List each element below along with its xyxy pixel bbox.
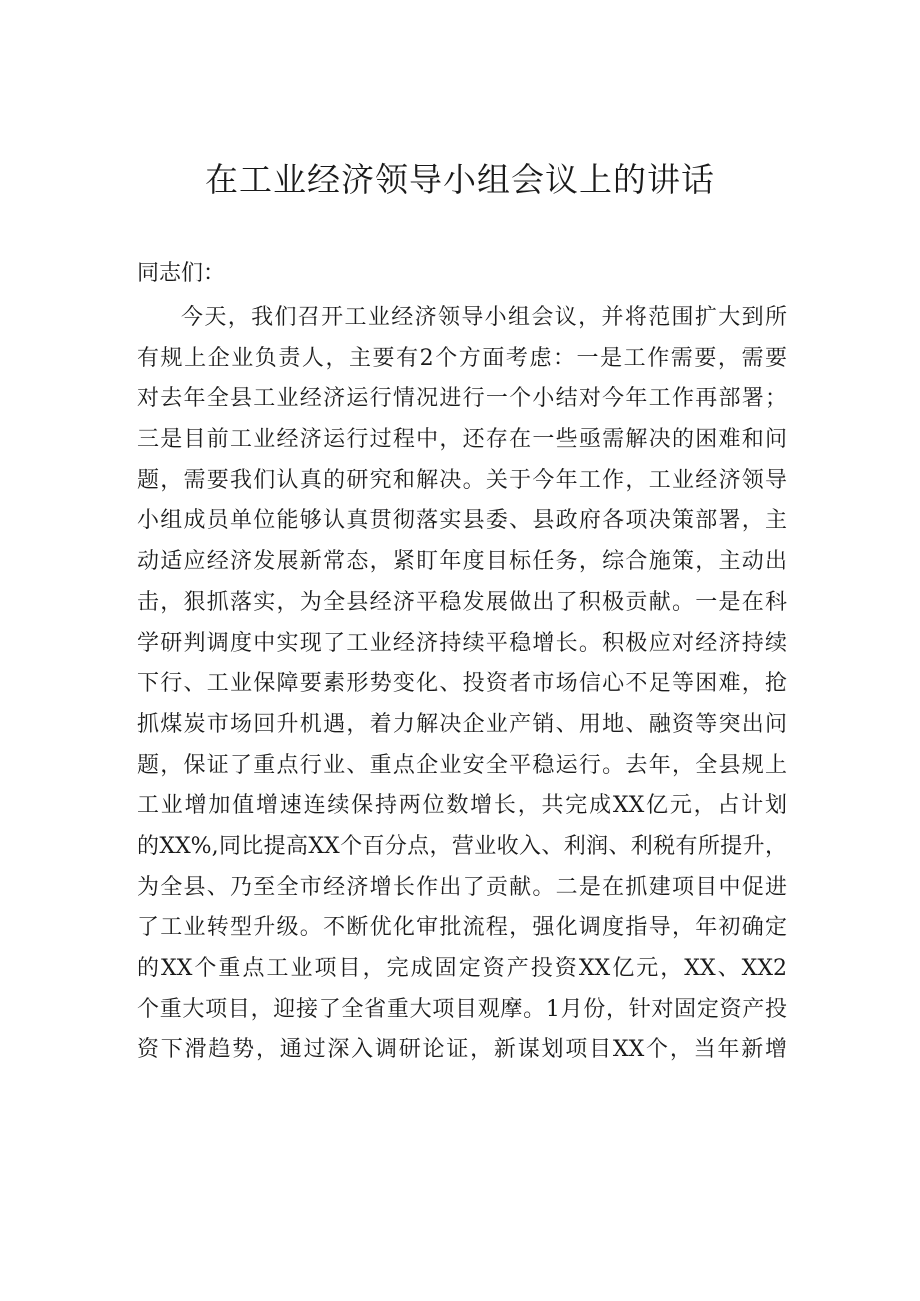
paragraph-line: 资下滑趋势，通过深入调研论证，新谋划项目XX个，当年新增: [137, 1037, 787, 1063]
paragraph-line: 工业增加值增速连续保持两位数增长，共完成XX亿元，占计划: [137, 793, 787, 819]
paragraph-line: 今天，我们召开工业经济领导小组会议，并将范围扩大到所: [181, 305, 787, 330]
paragraph-line: 个重大项目，迎接了全省重大项目观摩。1月份，针对固定资产投: [137, 996, 787, 1022]
paragraph-line: 学研判调度中实现了工业经济持续平稳增长。积极应对经济持续: [137, 630, 787, 656]
paragraph-line: 动适应经济发展新常态，紧盯年度目标任务，综合施策，主动出: [137, 549, 787, 575]
paragraph-line: 小组成员单位能够认真贯彻落实县委、县政府各项决策部署，主: [137, 508, 787, 534]
paragraph-line: 有规上企业负责人，主要有2个方面考虑：一是工作需要，需要: [137, 345, 787, 371]
paragraph-line: 题，保证了重点行业、重点企业安全平稳运行。去年，全县规上: [137, 752, 787, 778]
paragraph-line: 三是目前工业经济运行过程中，还存在一些亟需解决的困难和问: [137, 427, 787, 453]
paragraph-line: 的XX%,同比提高XX个百分点，营业收入、利润、利税有所提升，: [137, 833, 787, 859]
paragraph-line: 击，狠抓落实，为全县经济平稳发展做出了积极贡献。一是在科: [137, 589, 787, 615]
paragraph-line: 了工业转型升级。不断优化审批流程，强化调度指导，年初确定: [137, 915, 787, 941]
paragraph-line: 对去年全县工业经济运行情况进行一个小结对今年工作再部署；: [137, 386, 787, 412]
salutation: 同志们：: [137, 261, 226, 286]
paragraph-line: 下行、工业保障要素形势变化、投资者市场信心不足等困难，抢: [137, 671, 787, 697]
paragraph-line: 为全县、乃至全市经济增长作出了贡献。二是在抓建项目中促进: [137, 874, 787, 900]
body-paragraph: [137, 298, 787, 1071]
paragraph-line: 题，需要我们认真的研究和解决。关于今年工作，工业经济领导: [137, 467, 787, 493]
paragraph-line: 的XX个重点工业项目，完成固定资产投资XX亿元，XX、XX2: [137, 956, 787, 981]
document-title: 在工业经济领导小组会议上的讲话: [205, 160, 715, 199]
paragraph-line: 抓煤炭市场回升机遇，着力解决企业产销、用地、融资等突出问: [137, 711, 787, 737]
